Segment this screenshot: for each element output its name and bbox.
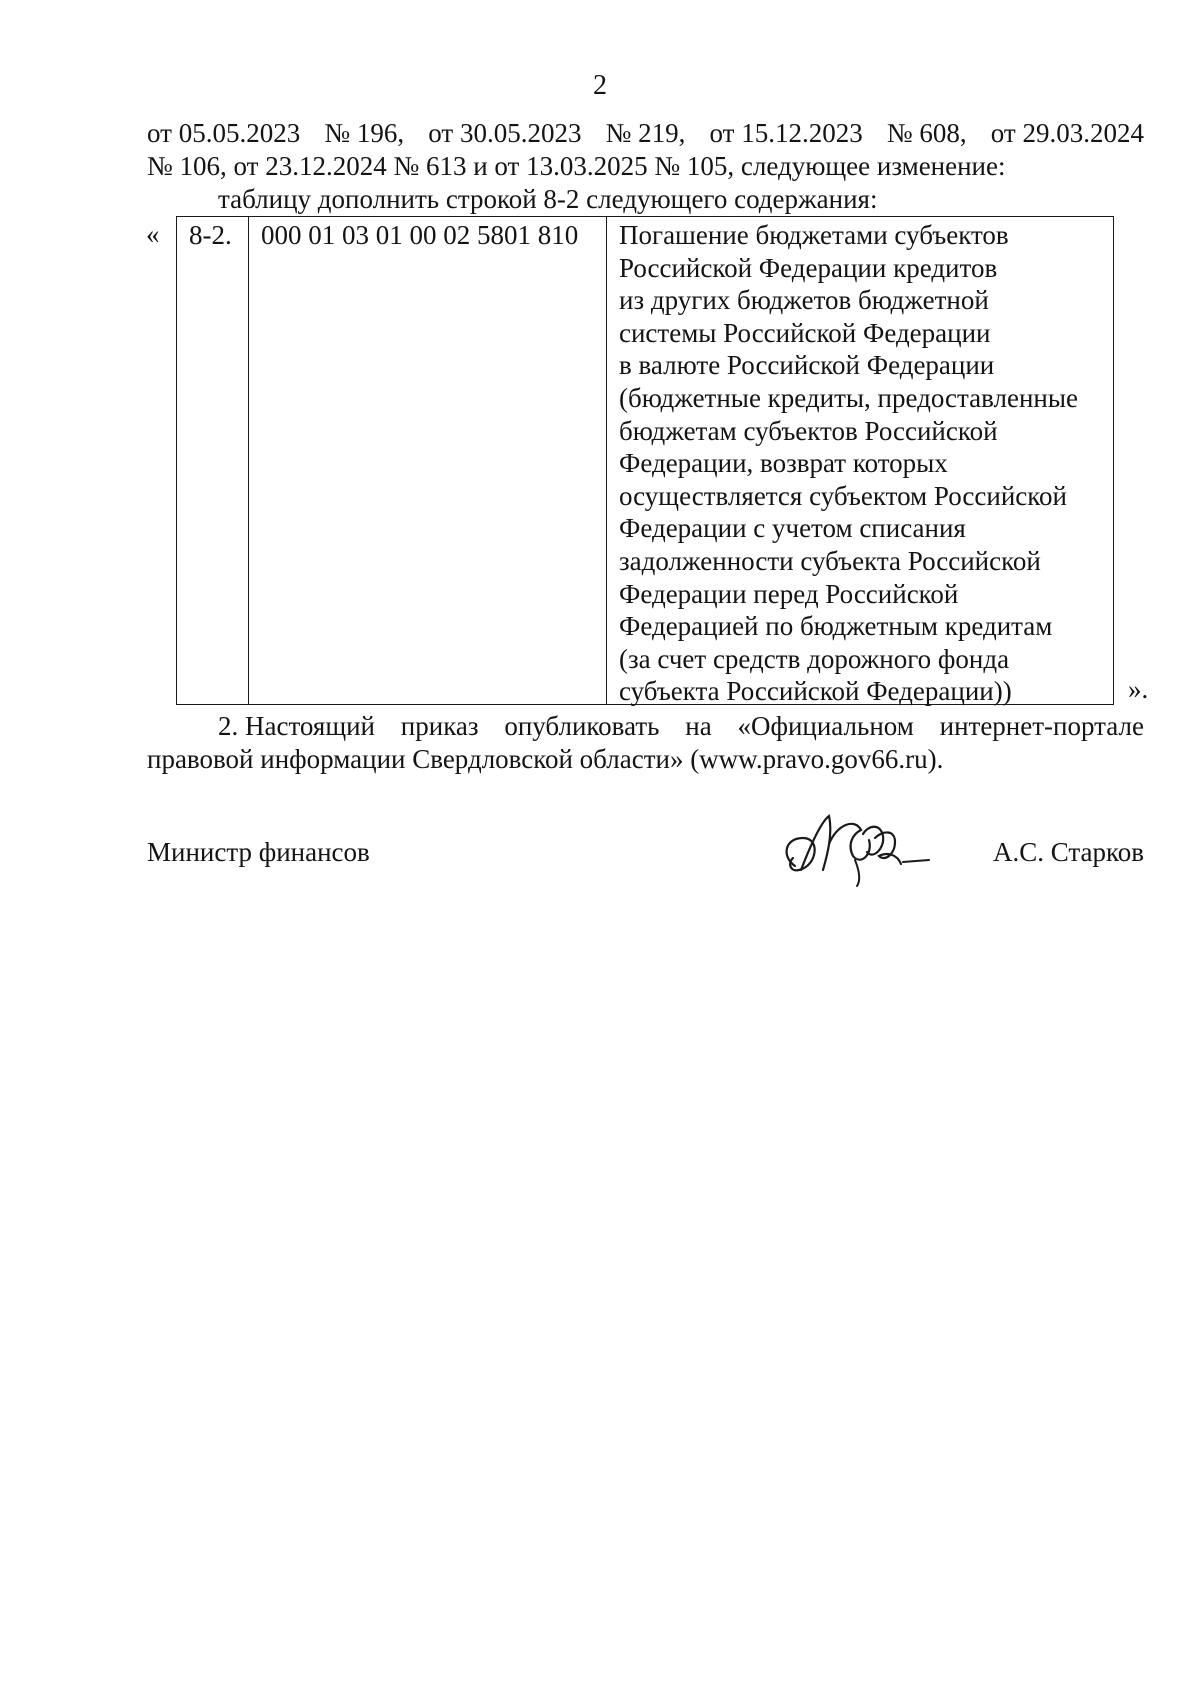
paragraph-2-line-1 — [147, 710, 1144, 743]
description-line: Погашение бюджетами субъектов — [619, 220, 1009, 250]
description-line: в валюте Российской Федерации — [619, 350, 995, 381]
signatory-title: Министр финансов — [147, 837, 370, 867]
description-cell — [607, 217, 1113, 707]
paragraph-2 — [147, 710, 1144, 776]
paragraph-word: на — [685, 711, 712, 741]
intro-line-3: таблицу дополнить строкой 8-2 следующего содержания: — [218, 184, 878, 214]
paragraph-word: «Официальном — [737, 711, 914, 741]
description-line: субъекта Российской Федерации)) — [619, 676, 1012, 707]
row-number-cell — [177, 217, 249, 704]
description-line: (бюджетные кредиты, предоставленные — [619, 382, 1078, 413]
intro-fragment: от 29.03.2024 — [990, 118, 1144, 148]
intro-fragment: № 608, — [886, 118, 967, 148]
page-number: 2 — [593, 70, 607, 101]
description-line: из других бюджетов бюджетной — [619, 285, 989, 316]
description-line: Федерации, возврат которых — [619, 448, 948, 479]
paragraph-word: интернет-портале — [939, 711, 1144, 741]
opening-quote: « — [146, 219, 160, 249]
description-line: бюджетам субъектов Российской — [619, 415, 998, 446]
table-row — [176, 216, 1114, 705]
budget-code-cell — [249, 217, 607, 704]
description-line: Федерации перед Российской — [619, 578, 959, 609]
description-line: Федерацией по бюджетным кредитам — [619, 611, 1053, 642]
closing-quote: ». — [1128, 674, 1149, 704]
paragraph-word: приказ — [400, 711, 479, 741]
description-line: Федерации с учетом списания — [619, 513, 966, 544]
row-number: 8-2. — [189, 220, 232, 250]
signatory-name: А.С. Старков — [992, 837, 1144, 867]
paragraph-word: 2. Настоящий — [218, 711, 376, 741]
intro-fragment: от 30.05.2023 — [428, 118, 582, 148]
intro-fragment: от 15.12.2023 — [709, 118, 863, 148]
paragraph-2-line-2: правовой информации Свердловской области» (www.pravo.gov66.ru). — [147, 744, 944, 774]
handwritten-signature — [777, 804, 937, 894]
description-line: (за счет средств дорожного фонда — [619, 643, 1010, 674]
description-line: задолженности субъекта Российской — [619, 545, 1041, 576]
intro-line-2: № 106, от 23.12.2024 № 613 и от 13.03.2025 № 105, следующее изменение: — [147, 151, 1006, 181]
budget-code: 000 01 03 01 00 02 5801 810 — [261, 220, 579, 250]
description-line: системы Российской Федерации — [619, 317, 991, 348]
intro-fragment: № 196, — [324, 118, 405, 148]
intro-fragment: от 05.05.2023 — [147, 118, 301, 148]
intro-line-1 — [147, 117, 1144, 149]
intro-fragment: № 219, — [605, 118, 686, 148]
description-line: осуществляется субъектом Российской — [619, 480, 1067, 511]
description-line: Российской Федерации кредитов — [619, 252, 998, 283]
paragraph-word: опубликовать — [504, 711, 660, 741]
signature-block — [147, 836, 1144, 896]
